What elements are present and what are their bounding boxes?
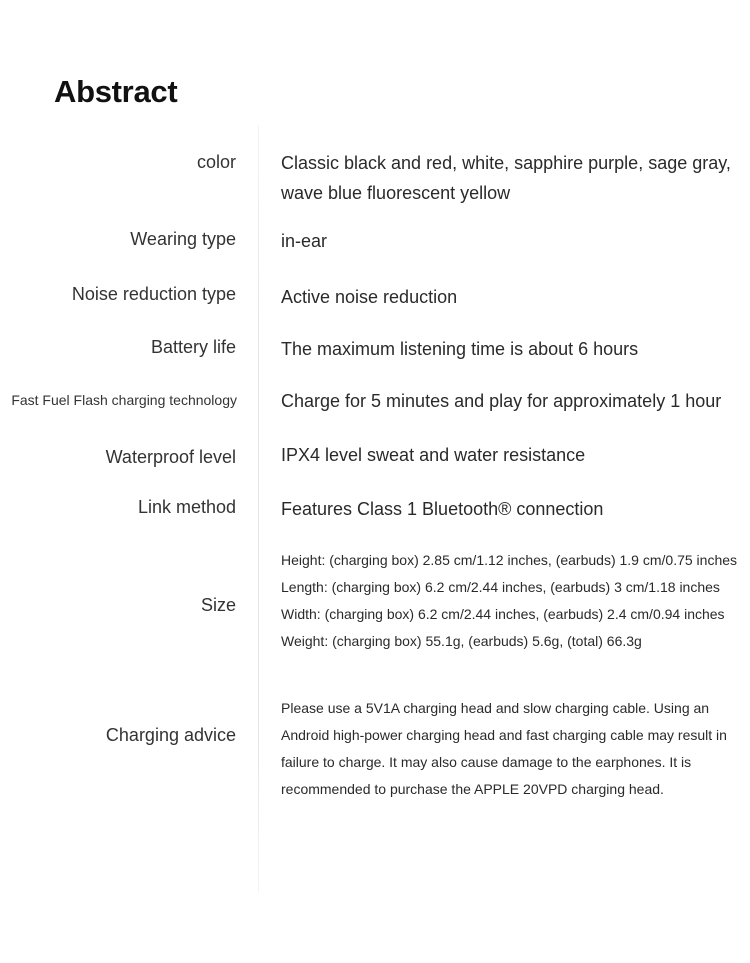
spec-value-battery-life: The maximum listening time is about 6 hours: [281, 339, 639, 359]
spec-value-size: [281, 547, 737, 655]
spec-label-waterproof: Waterproof level: [105, 447, 236, 467]
size-height-line: Height: (charging box) 2.85 cm/1.12 inches, (earbuds) 1.9 cm/0.75 inches: [281, 552, 738, 568]
size-width-line: Width: (charging box) 6.2 cm/2.44 inches, (earbuds) 2.4 cm/0.94 inches: [281, 606, 725, 622]
column-divider: [258, 125, 259, 893]
spec-value-wearing-type: in-ear: [281, 231, 328, 251]
spec-label-charging-advice: Charging advice: [105, 725, 236, 745]
spec-value-charging-advice: Please use a 5V1A charging head and slow charging cable. Using an Android high-power charging head and fast charging cable may result in failure to charge. It may also cause damage to the earphones. It is recommended to purchase the APPLE 20VPD charging head.: [281, 700, 727, 797]
spec-label-color: color: [196, 152, 236, 172]
spec-label-battery-life: Battery life: [150, 337, 236, 357]
spec-value-noise-reduction: Active noise reduction: [281, 287, 458, 307]
page-title: Abstract: [54, 74, 178, 109]
spec-label-wearing-type: Wearing type: [130, 229, 236, 249]
spec-label-noise-reduction: Noise reduction type: [71, 284, 236, 304]
spec-label-link-method: Link method: [137, 497, 236, 517]
spec-label-size: Size: [200, 595, 236, 615]
size-weight-line: Weight: (charging box) 55.1g, (earbuds) 5.6g, (total) 66.3g: [281, 633, 642, 649]
spec-value-waterproof: IPX4 level sweat and water resistance: [281, 445, 586, 465]
spec-value-link-method: Features Class 1 Bluetooth® connection: [281, 499, 604, 519]
size-length-line: Length: (charging box) 6.2 cm/2.44 inches, (earbuds) 3 cm/1.18 inches: [281, 579, 720, 595]
spec-value-color: Classic black and red, white, sapphire purple, sage gray, wave blue fluorescent yellow: [281, 153, 731, 203]
spec-value-fast-charge: Charge for 5 minutes and play for approximately 1 hour: [281, 391, 722, 411]
spec-label-fast-charge: Fast Fuel Flash charging technology: [11, 392, 237, 408]
